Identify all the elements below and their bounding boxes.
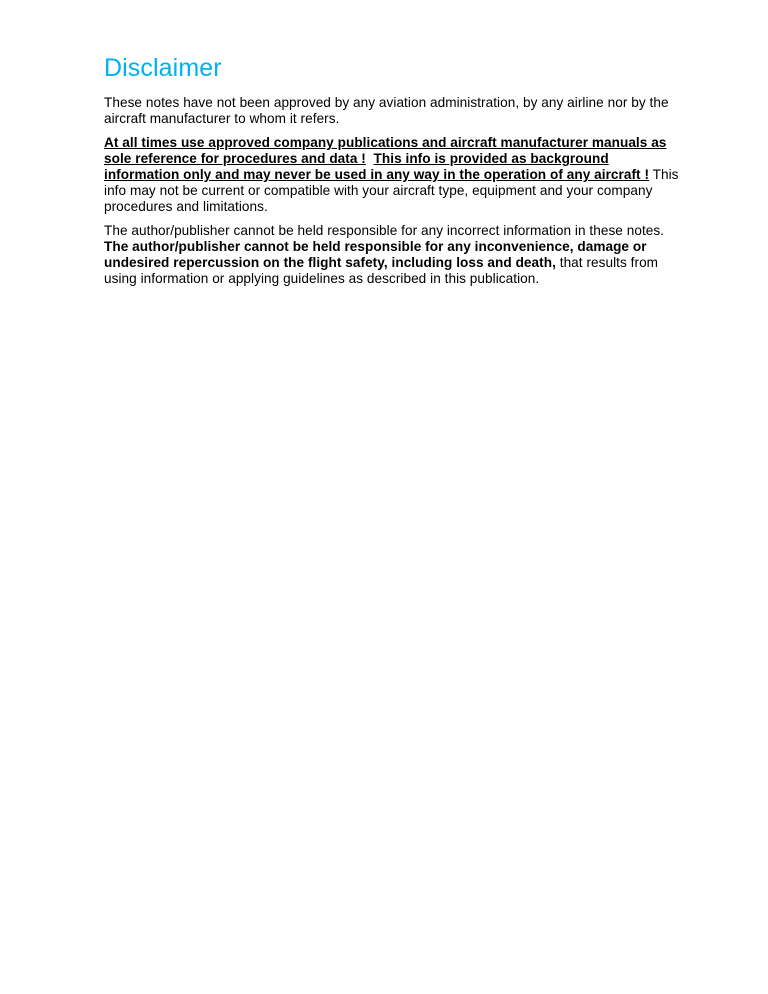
usage-warning-paragraph [104, 135, 686, 215]
approval-notice-paragraph: These notes have not been approved by any aviation administration, by any airline nor by the aircraft manufacturer to whom it refers. [104, 95, 669, 126]
page-title: Disclaimer [104, 54, 222, 82]
incorrect-info-statement: The author/publisher cannot be held responsible for any incorrect information in these notes. [104, 223, 665, 238]
liability-statement: The author/publisher cannot be held responsible for any inconvenience, damage or undesired repercussion on the flight safety, including loss and death, [104, 239, 647, 270]
disclaimer-section [104, 54, 686, 287]
liability-statement-ending: that results from using information or applying guidelines as described in this publication. [104, 255, 659, 286]
approved-publications-warning: At all times use approved company publications and aircraft manufacturer manuals as sole reference for procedures and data ! [104, 135, 667, 166]
background-info-warning: This info is provided as background information only and may never be used in any way in the operation of any aircraft ! [104, 151, 650, 182]
liability-paragraph [104, 223, 686, 287]
compatibility-note: This info may not be current or compatible with your aircraft type, equipment and your company procedures and limitations. [104, 167, 679, 214]
